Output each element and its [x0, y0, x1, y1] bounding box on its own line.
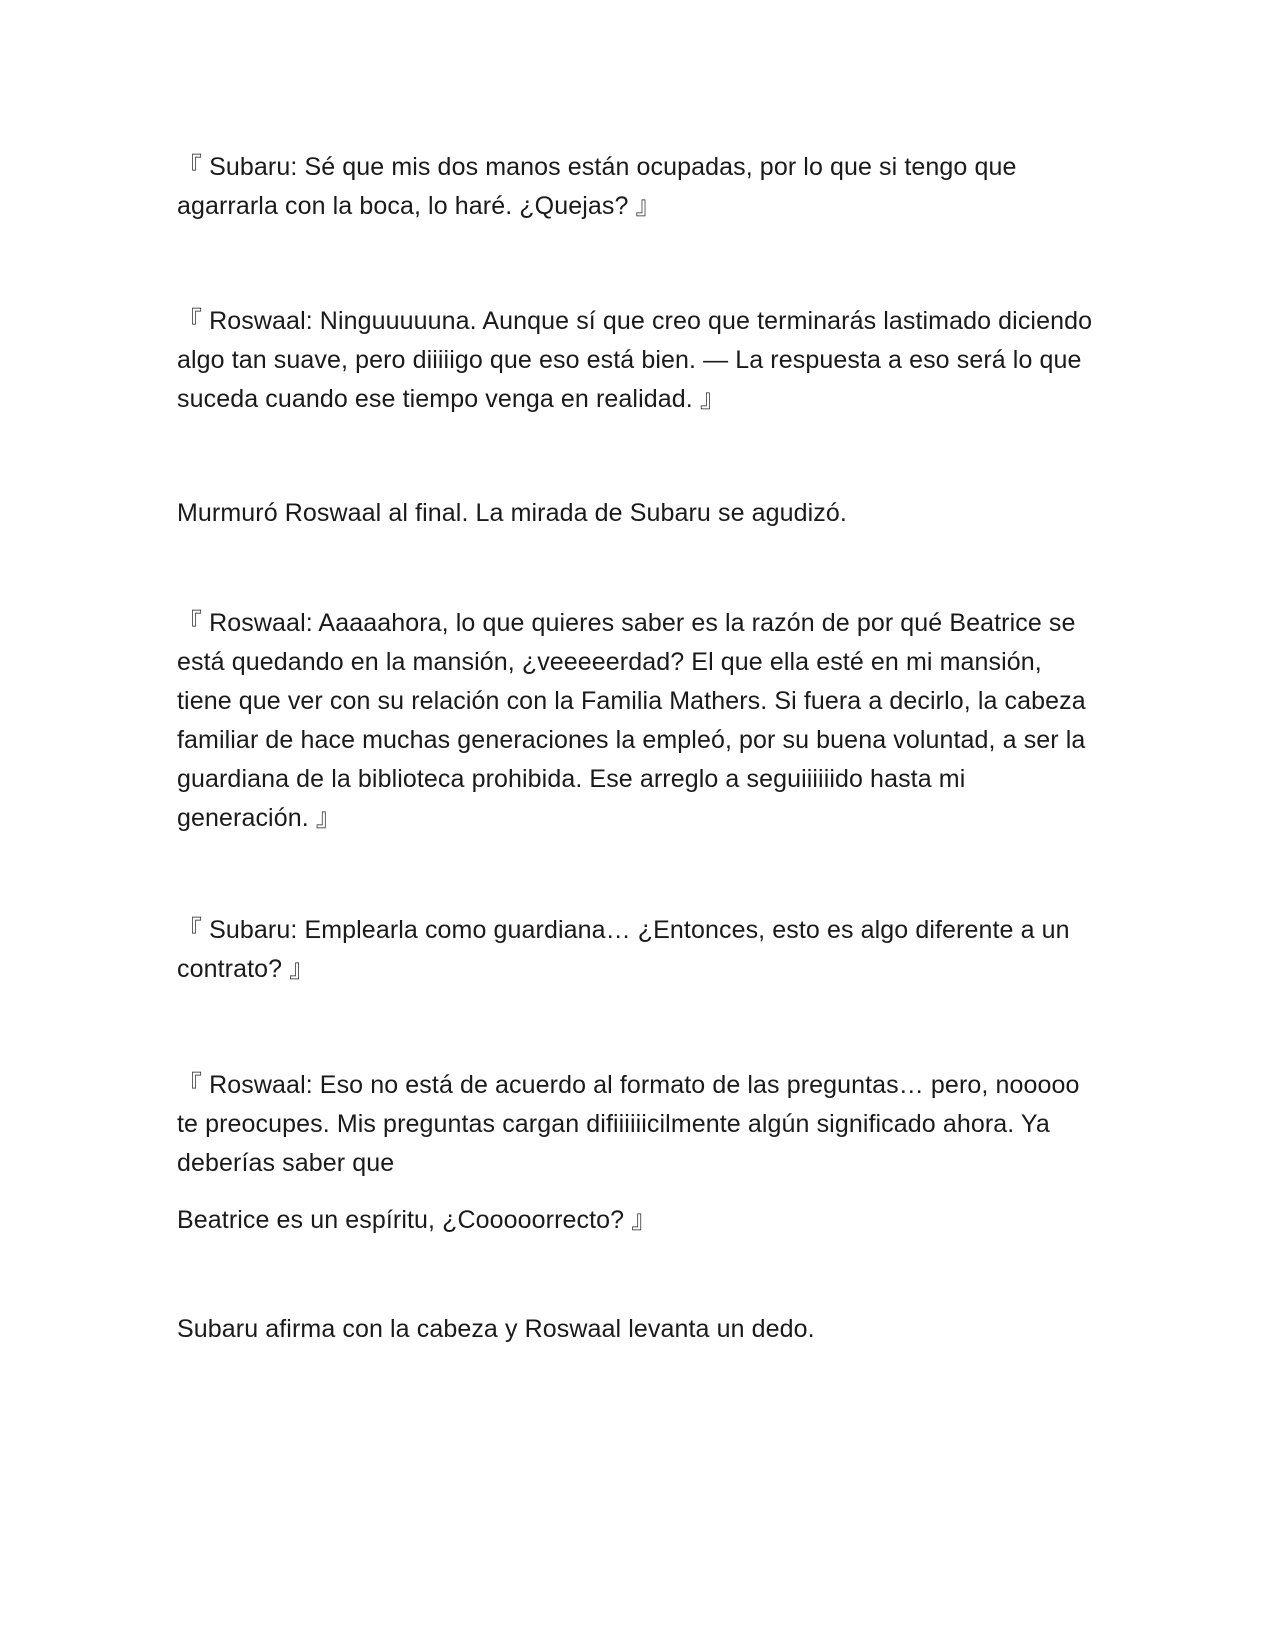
narration-2: Subaru afirma con la cabeza y Roswaal levanta un dedo. [177, 1315, 815, 1343]
narration-1: Murmuró Roswaal al final. La mirada de Subaru se agudizó. [177, 499, 847, 527]
dialogue-roswaal-1: 『 Roswaal: Ninguuuuuna. Aunque sí que creo que terminarás lastimado diciendo algo tan suave, pero diiiiigo que eso está bien. — La respuesta a eso será lo que suceda cuando ese tiempo venga en realidad. 』 [177, 307, 1093, 413]
dialogue-subaru-2: 『 Subaru: Emplearla como guardiana… ¿Entonces, esto es algo diferente a un contrato? 』 [177, 916, 1070, 983]
dialogue-roswaal-3: 『 Roswaal: Eso no está de acuerdo al formato de las preguntas… pero, nooooo te preocupes. Mis preguntas cargan difiiiiiicilmente algún significado ahora. Ya deberías saber que [177, 1071, 1080, 1177]
dialogue-roswaal-3-continued: Beatrice es un espíritu, ¿Cooooorrecto? 』 [177, 1206, 657, 1234]
dialogue-subaru-1: 『 Subaru: Sé que mis dos manos están ocupadas, por lo que si tengo que agarrarla con la boca, lo haré. ¿Quejas? 』 [177, 153, 1017, 220]
dialogue-roswaal-2: 『 Roswaal: Aaaaahora, lo que quieres saber es la razón de por qué Beatrice se está quedando en la mansión, ¿veeeeerdad? El que ella esté en mi mansión, tiene que ver con su relación con la Familia Mathers. Si fuera a decirlo, la cabeza familiar de hace muchas generaciones la empleó, por su buena voluntad, a ser la guardiana de la biblioteca prohibida. Ese arreglo a seguiiiiiido hasta mi generación. 』 [177, 609, 1086, 832]
